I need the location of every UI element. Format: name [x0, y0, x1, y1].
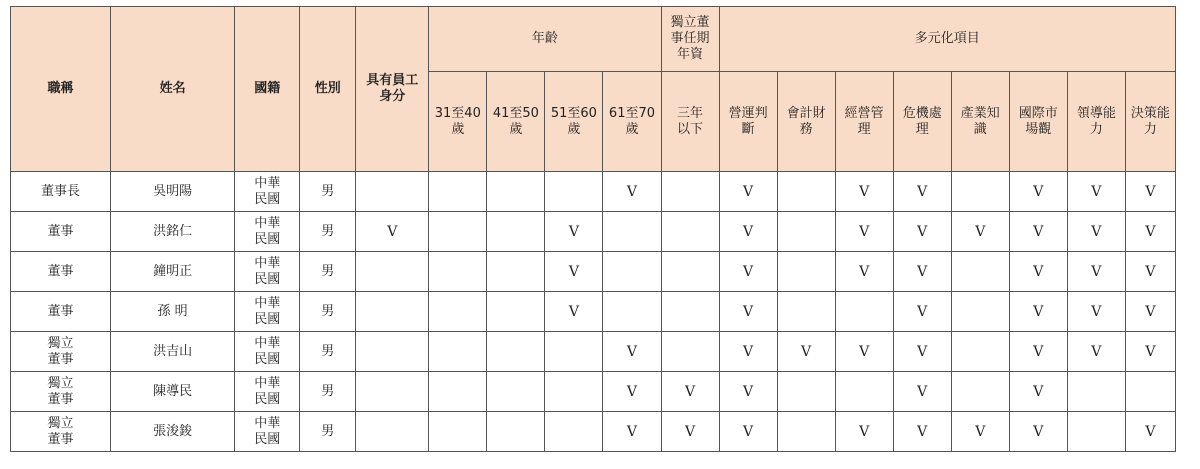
- cell-item: V: [719, 292, 777, 332]
- header-item-operation: 營運判 斷: [719, 72, 777, 172]
- cell-item: V: [777, 332, 835, 372]
- header-item-industry: 產業知 識: [951, 72, 1009, 172]
- cell-item: V: [835, 252, 893, 292]
- cell-tenure: [661, 172, 719, 212]
- cell-item: V: [1009, 172, 1067, 212]
- cell-age: V: [603, 332, 661, 372]
- cell-nationality: 中華 民國: [235, 332, 300, 372]
- cell-item: V: [951, 412, 1009, 452]
- cell-item: V: [893, 292, 951, 332]
- cell-title: 獨立 董事: [11, 372, 111, 412]
- cell-item: V: [1009, 332, 1067, 372]
- cell-age: [545, 372, 603, 412]
- cell-age: V: [545, 292, 603, 332]
- cell-nationality: 中華 民國: [235, 172, 300, 212]
- cell-item: [1067, 412, 1125, 452]
- cell-item: [777, 412, 835, 452]
- cell-item: [835, 292, 893, 332]
- cell-item: [777, 372, 835, 412]
- header-title: 職稱: [11, 7, 111, 172]
- cell-nationality: 中華 民國: [235, 292, 300, 332]
- cell-item: V: [1009, 252, 1067, 292]
- cell-item: V: [1009, 292, 1067, 332]
- cell-item: V: [951, 212, 1009, 252]
- header-row-1: [11, 7, 1176, 72]
- table-row: [11, 172, 1176, 212]
- cell-age: [487, 412, 545, 452]
- cell-item: V: [1067, 292, 1125, 332]
- cell-item: V: [719, 172, 777, 212]
- header-age-31-40: 31至40 歲: [429, 72, 487, 172]
- cell-employee: [356, 252, 429, 292]
- cell-item: V: [835, 172, 893, 212]
- cell-title: 董事: [11, 252, 111, 292]
- cell-nationality: 中華 民國: [235, 372, 300, 412]
- cell-item: V: [1009, 372, 1067, 412]
- cell-item: V: [1125, 292, 1175, 332]
- cell-item: V: [835, 332, 893, 372]
- cell-item: [1125, 372, 1175, 412]
- cell-age: [429, 332, 487, 372]
- cell-item: V: [1125, 252, 1175, 292]
- cell-item: [951, 252, 1009, 292]
- cell-title: 董事長: [11, 172, 111, 212]
- cell-item: V: [893, 332, 951, 372]
- header-item-international: 國際市 場觀: [1009, 72, 1067, 172]
- cell-tenure: [661, 292, 719, 332]
- cell-item: V: [1067, 252, 1125, 292]
- cell-gender: 男: [300, 172, 356, 212]
- cell-nationality: 中華 民國: [235, 412, 300, 452]
- cell-item: V: [1067, 332, 1125, 372]
- cell-item: V: [719, 332, 777, 372]
- cell-item: [951, 332, 1009, 372]
- cell-age: [487, 212, 545, 252]
- cell-tenure: V: [661, 372, 719, 412]
- cell-employee: V: [356, 212, 429, 252]
- cell-tenure: [661, 212, 719, 252]
- cell-item: V: [1009, 412, 1067, 452]
- cell-item: V: [835, 412, 893, 452]
- header-item-crisis: 危機處 理: [893, 72, 951, 172]
- cell-age: [429, 252, 487, 292]
- header-age-group: 年齡: [429, 7, 661, 72]
- cell-employee: [356, 332, 429, 372]
- cell-age: [429, 412, 487, 452]
- cell-item: V: [1125, 332, 1175, 372]
- cell-gender: 男: [300, 372, 356, 412]
- cell-item: V: [1125, 212, 1175, 252]
- header-age-51-60: 51至60 歲: [545, 72, 603, 172]
- cell-age: [429, 372, 487, 412]
- cell-item: V: [835, 212, 893, 252]
- header-name: 姓名: [111, 7, 235, 172]
- cell-age: V: [603, 412, 661, 452]
- cell-item: V: [719, 252, 777, 292]
- cell-item: V: [719, 372, 777, 412]
- cell-item: [777, 292, 835, 332]
- header-item-decision: 決策能 力: [1125, 72, 1175, 172]
- cell-title: 董事: [11, 212, 111, 252]
- cell-item: V: [893, 212, 951, 252]
- cell-name: 孫 明: [111, 292, 235, 332]
- cell-title: 獨立 董事: [11, 332, 111, 372]
- header-age-41-50: 41至50 歲: [487, 72, 545, 172]
- table-row: [11, 252, 1176, 292]
- header-item-management: 經營管 理: [835, 72, 893, 172]
- cell-gender: 男: [300, 332, 356, 372]
- cell-name: 洪銘仁: [111, 212, 235, 252]
- cell-item: V: [893, 172, 951, 212]
- cell-item: [835, 372, 893, 412]
- cell-gender: 男: [300, 292, 356, 332]
- header-diversity: 多元化項目: [719, 7, 1175, 72]
- cell-name: 鐘明正: [111, 252, 235, 292]
- cell-item: V: [1009, 212, 1067, 252]
- header-employee: 具有員工 身分: [356, 7, 429, 172]
- cell-title: 董事: [11, 292, 111, 332]
- cell-item: V: [1125, 412, 1175, 452]
- cell-age: [603, 212, 661, 252]
- header-nationality: 國籍: [235, 7, 300, 172]
- cell-tenure: [661, 252, 719, 292]
- header-item-leadership: 領導能 力: [1067, 72, 1125, 172]
- cell-item: [1067, 372, 1125, 412]
- cell-gender: 男: [300, 252, 356, 292]
- cell-age: [603, 252, 661, 292]
- cell-age: [603, 292, 661, 332]
- cell-gender: 男: [300, 412, 356, 452]
- cell-item: [777, 172, 835, 212]
- cell-item: V: [1067, 212, 1125, 252]
- cell-employee: [356, 292, 429, 332]
- cell-item: V: [893, 252, 951, 292]
- cell-age: [487, 172, 545, 212]
- cell-age: [429, 172, 487, 212]
- cell-nationality: 中華 民國: [235, 212, 300, 252]
- table-row: [11, 292, 1176, 332]
- cell-age: V: [545, 252, 603, 292]
- table-row: [11, 372, 1176, 412]
- cell-tenure: V: [661, 412, 719, 452]
- cell-item: V: [719, 212, 777, 252]
- header-item-accounting: 會計財 務: [777, 72, 835, 172]
- cell-employee: [356, 412, 429, 452]
- cell-name: 張浚鋑: [111, 412, 235, 452]
- header-tenure-under-3: 三年 以下: [661, 72, 719, 172]
- table-row: [11, 412, 1176, 452]
- cell-item: V: [893, 372, 951, 412]
- cell-age: [487, 332, 545, 372]
- cell-tenure: [661, 332, 719, 372]
- cell-name: 陳導民: [111, 372, 235, 412]
- cell-age: [429, 292, 487, 332]
- cell-name: 吳明陽: [111, 172, 235, 212]
- cell-age: [487, 292, 545, 332]
- cell-title: 獨立 董事: [11, 412, 111, 452]
- header-gender: 性別: [300, 7, 356, 172]
- cell-age: [487, 252, 545, 292]
- cell-item: V: [1125, 172, 1175, 212]
- cell-age: V: [603, 172, 661, 212]
- cell-item: [951, 372, 1009, 412]
- cell-name: 洪吉山: [111, 332, 235, 372]
- cell-item: [951, 292, 1009, 332]
- cell-item: V: [893, 412, 951, 452]
- cell-age: [545, 332, 603, 372]
- cell-age: [429, 212, 487, 252]
- cell-item: V: [1067, 172, 1125, 212]
- table-row: [11, 332, 1176, 372]
- cell-employee: [356, 372, 429, 412]
- cell-item: V: [719, 412, 777, 452]
- board-diversity-table: [10, 6, 1176, 452]
- cell-item: [777, 212, 835, 252]
- cell-nationality: 中華 民國: [235, 252, 300, 292]
- table-row: [11, 212, 1176, 252]
- cell-age: [545, 412, 603, 452]
- cell-item: [777, 252, 835, 292]
- cell-age: [487, 372, 545, 412]
- header-age-61-70: 61至70 歲: [603, 72, 661, 172]
- cell-gender: 男: [300, 212, 356, 252]
- cell-age: V: [603, 372, 661, 412]
- cell-item: [951, 172, 1009, 212]
- cell-employee: [356, 172, 429, 212]
- cell-age: [545, 172, 603, 212]
- cell-age: V: [545, 212, 603, 252]
- header-tenure: 獨立董 事任期 年資: [661, 7, 719, 72]
